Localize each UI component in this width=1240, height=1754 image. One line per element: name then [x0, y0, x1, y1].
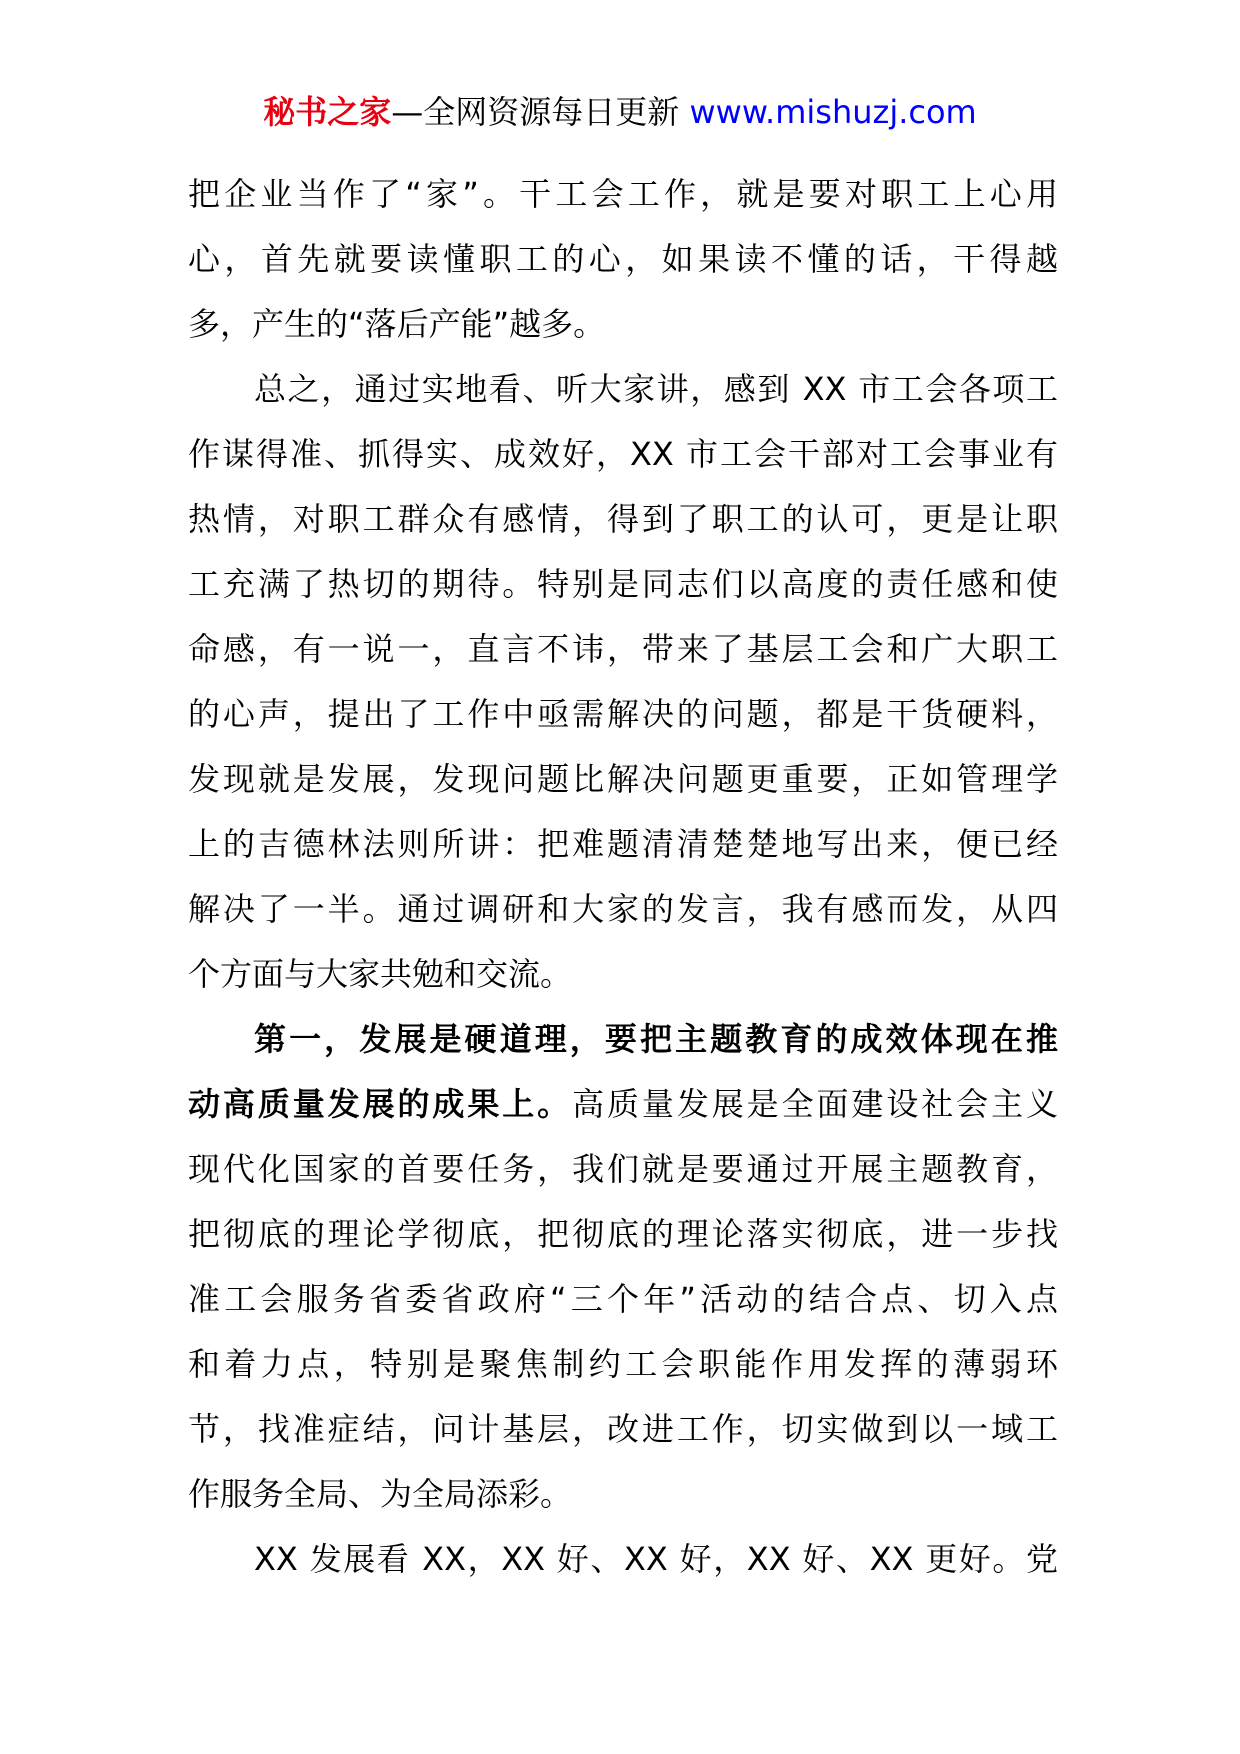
paragraph-start: 总之，通过实地看、听大家讲，感到 XX 市工会各项工 — [254, 370, 1058, 408]
text-line: 现代化国家的首要任务，我们就是要通过开展主题教育， — [188, 1150, 1058, 1188]
text-line: 作服务全局、为全局添彩。 — [188, 1475, 573, 1513]
text-line: 多，产生的“落后产能”越多。 — [188, 305, 606, 343]
text-line — [188, 1072, 1058, 1137]
header-tagline: —全网资源每日更新 — [391, 93, 690, 131]
text-line: 准工会服务省委省政府“三个年”活动的结合点、切入点 — [188, 1280, 1058, 1318]
text-line: 解决了一半。通过调研和大家的发言，我有感而发，从四 — [188, 890, 1058, 928]
document-body — [188, 162, 1058, 1592]
paragraph-start — [188, 1007, 1058, 1072]
page-header — [0, 92, 1240, 132]
text-line: 个方面与大家共勉和交流。 — [188, 955, 573, 993]
text-line: 节，找准症结，问计基层，改进工作，切实做到以一域工 — [188, 1410, 1058, 1448]
text-line: 热情，对职工群众有感情，得到了职工的认可，更是让职 — [188, 500, 1058, 538]
text-line: 命感，有一说一，直言不讳，带来了基层工会和广大职工 — [188, 630, 1058, 668]
text-line: 心，首先就要读懂职工的心，如果读不懂的话，干得越 — [188, 240, 1058, 278]
text-line: 和着力点，特别是聚焦制约工会职能作用发挥的薄弱环 — [188, 1345, 1058, 1383]
text-span: 高质量发展是全面建设社会主义 — [572, 1085, 1058, 1123]
text-line: 把彻底的理论学彻底，把彻底的理论落实彻底，进一步找 — [188, 1215, 1058, 1253]
text-line: 发现就是发展，发现问题比解决问题更重要，正如管理学 — [188, 760, 1058, 798]
brand-name: 秘书之家 — [263, 93, 392, 131]
bold-heading: 第一，发展是硬道理，要把主题教育的成效体现在推 — [254, 1020, 1058, 1058]
text-line: 的心声，提出了工作中亟需解决的问题，都是干货硬料， — [188, 695, 1058, 733]
text-line: 把企业当作了“家”。干工会工作，就是要对职工上心用 — [188, 175, 1058, 213]
paragraph-start: XX 发展看 XX，XX 好、XX 好，XX 好、XX 更好。党 — [254, 1540, 1058, 1578]
text-line: 工充满了热切的期待。特别是同志们以高度的责任感和使 — [188, 565, 1058, 603]
bold-heading: 动高质量发展的成果上。 — [188, 1085, 573, 1123]
website-link[interactable]: www.mishuzj.com — [689, 93, 977, 131]
text-line: 作谋得准、抓得实、成效好，XX 市工会干部对工会事业有 — [188, 435, 1058, 473]
text-line: 上的吉德林法则所讲：把难题清清楚楚地写出来，便已经 — [188, 825, 1058, 863]
